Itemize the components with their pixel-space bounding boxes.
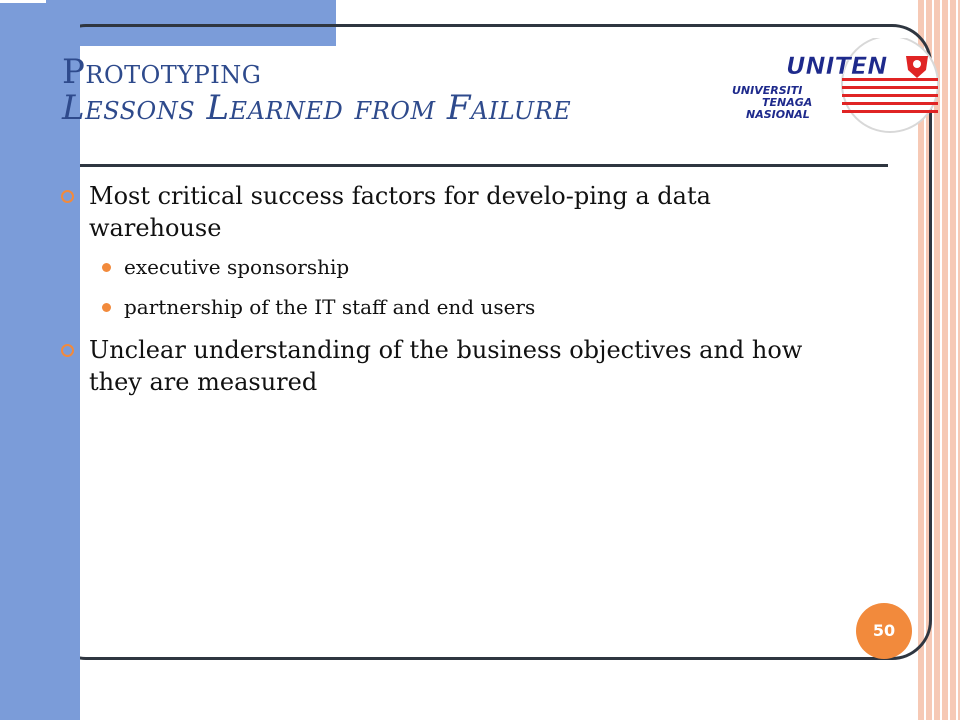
sub-bullet-item [58, 254, 838, 280]
logo-line-2: TENAGA [762, 96, 813, 109]
slide-title [62, 52, 742, 129]
sub-bullet-text: partnership of the IT staff and end users [124, 295, 536, 319]
sidebar-notch [0, 0, 46, 3]
title-divider [80, 164, 888, 167]
bullet-text: Unclear understanding of the business objectives and how they are measured [89, 336, 803, 396]
logo-line-1: UNIVERSITI [732, 84, 803, 97]
bullet-item [58, 180, 838, 244]
page-number-badge: 50 [856, 603, 912, 659]
bullet-text: Most critical success factors for develo-ping a data warehouse [89, 182, 711, 242]
bullet-item [58, 334, 838, 398]
sub-bullet-item [58, 294, 838, 320]
slide-body [58, 180, 838, 408]
ring-bullet-icon [61, 190, 74, 203]
ring-bullet-icon [61, 344, 74, 357]
logo-line-3: NASIONAL [746, 108, 810, 121]
dot-bullet-icon [102, 263, 111, 272]
uniten-logo [728, 38, 942, 138]
title-line-1: Prototyping [62, 52, 262, 92]
sub-bullet-text: executive sponsorship [124, 255, 350, 279]
title-line-2: Lessons Learned from Failure [62, 88, 572, 129]
dot-bullet-icon [102, 303, 111, 312]
logo-brand-text: UNITEN [786, 52, 888, 80]
